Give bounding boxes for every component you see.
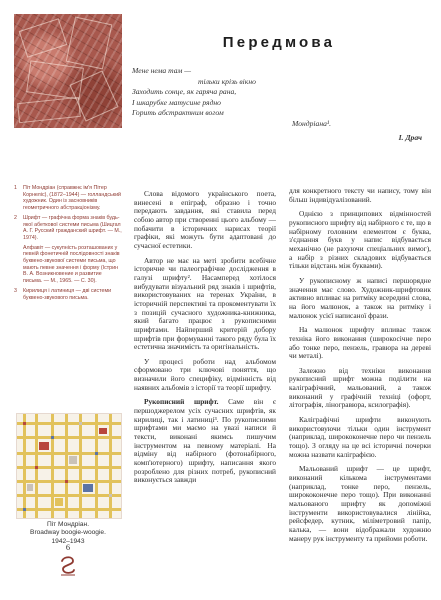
paragraph-text: На малюнок шрифту впливає також техніка його виконання (широкосічне перо або тонке перо, пензель, гравюра на дереві чи металі). (289, 325, 431, 361)
color-block (23, 508, 26, 511)
paragraph (134, 398, 276, 485)
epigraph-line: І шкарубке матусине рядно (132, 97, 221, 107)
grid-line (17, 466, 121, 469)
grid-line (17, 436, 121, 439)
text-column-1 (134, 190, 276, 491)
paragraph-text: У рукописному ж написі першорядне значення має слово. Художник-шрифтовик активно впливає на ритміку всередині слова, на його малюнок, а також на ритміку і малюнок усієї написаної фрази. (289, 275, 431, 320)
color-block (65, 480, 68, 483)
art-fragment (66, 17, 113, 70)
paragraph-text: У процесі роботи над альбомом сформовано три ключові поняття, що визначили його специфіку, відмінність від наявних альбомів з історії та теорії шрифту. (134, 356, 276, 392)
footnote-text: Кирилиця і латиниця — дві системи буквено-звукового письма. (23, 287, 112, 301)
footnote-text: Алфавіт — сукупність розташованих у певній фонетичній послідовності знаків буквено-звукової системи письма, що мають певне значення і форму (Істрин В. А. Возникновение и развитие письма. — М., 1965. — С. 30). (23, 244, 120, 285)
paragraph (134, 190, 276, 251)
painting-svg (17, 414, 121, 518)
paragraph (289, 465, 431, 543)
paragraph-text: Саме він є першоджерелом усіх сучасних шрифтів, як кирилиці, так і латиниці³. По рукописними шрифтами ми маємо на увазі написи й тексти, виконані якимсь пишучим інструментом на певному матеріалі. На відміну від набірного (фотонабірного, комп'ютерного) шрифту, написання якого розроблено для різних потреб, рукописний виконується завжди (134, 397, 276, 485)
paragraph (289, 277, 431, 320)
caption-artist: Піт Мондріан. (46, 521, 90, 528)
publisher-logo-icon (58, 555, 78, 577)
epigraph-line: тільки крізь вікно (198, 76, 256, 86)
footnote-number (14, 245, 23, 285)
paragraph (134, 257, 276, 352)
color-block (79, 422, 82, 425)
art-fragment (17, 97, 81, 123)
epigraph-line: Мондріана¹. (292, 118, 332, 128)
caption-title: Broadway boogie-woogie. (30, 529, 106, 537)
grid-line (17, 422, 121, 425)
color-block (51, 436, 54, 439)
grid-line (51, 414, 54, 518)
paragraph (289, 326, 431, 361)
color-block (95, 452, 98, 455)
page-title: Передмова (222, 34, 336, 51)
color-block (23, 422, 26, 425)
paragraph (289, 416, 431, 459)
paragraph (289, 210, 431, 271)
epigraph (132, 66, 426, 143)
color-block (35, 466, 38, 469)
grid-line (23, 414, 26, 518)
paragraph-text: для конкретного тексту чи напису, тому він більш індивідуалізований. (289, 186, 431, 204)
grid-line (109, 414, 112, 518)
footnote (14, 245, 122, 285)
paragraph-text: Слова відомого українського поета, винесені в епіграф, образно і точно передають завдання, які ставила перед собою автор при створенні цього альбому — побачити в історичних нарисах теорії графіки, які можуть бути адаптовані до сучасної естетики. (134, 189, 276, 250)
color-block (55, 498, 63, 506)
grid-line (95, 414, 98, 518)
paragraph-lead: Рукописний шрифт. (144, 397, 219, 407)
grid-line (17, 452, 121, 455)
grid-line (17, 494, 121, 497)
paragraph-text: Автор не має на меті зробити всебічне історичне чи палеографічне дослідження в галузі шрифту². Насамперед хотілося вибудувати візуальний ряд знаків і шрифтів, використовуваних на теренах України, в історичній перспективі та прокоментувати їх з позицій сучасного художника-книжника, який багато працює з рукописними шрифтами. Найперший критерій добору шрифтів при формуванні такого ряду була їх естетична значимість та оригінальність. (134, 255, 276, 352)
footnote (14, 215, 122, 242)
paragraph (289, 367, 431, 410)
paragraph-text: Однією з принципових відмінностей рукописного шрифту від набірного є те, що в набірному головним елементом є буква, з'єднання букв у напис відбувається механічно (не рахуючи спеціальних вимог), а набір з різних складових відбувається тільки відстань між буквами). (289, 209, 431, 271)
grid-line (17, 508, 121, 511)
grid-line (17, 480, 121, 483)
mondrian-painting (16, 413, 122, 519)
paragraph-text: Залежно від техніки виконання рукописний шрифт можна поділити на каліграфічний, мальований, а також виконаний у графічній техніці (офорт, літографія, ліногравюра, ксилографія). (289, 365, 431, 410)
footnotes (14, 185, 122, 304)
color-block (27, 484, 33, 491)
footnote-number: 2 (14, 214, 17, 221)
paragraph (289, 187, 431, 204)
art-fragment (19, 18, 68, 58)
caption-years: 1942–1943 (51, 537, 85, 545)
footnote-text: Шрифт — графічна форма знаків будь-якої абеткової системи письма (Шицгал А. Г. Русский гражданский шрифт. — М., 1974). (23, 214, 122, 241)
paragraph (134, 358, 276, 393)
footnote-number: 3 (14, 287, 17, 294)
grid-line (65, 414, 68, 518)
grid-line (79, 414, 82, 518)
footnote (14, 288, 122, 301)
color-block (109, 494, 112, 497)
color-block (99, 428, 107, 434)
color-block (39, 442, 49, 450)
paragraph-text: Каліграфічні шрифти виконують використовуючи тільки один інструмент (наприклад, ширококонечне перо чи пензель тощо). З огляду на це всі історичні почерки можна назвати каліграфією. (289, 415, 431, 459)
epigraph-author: І. Драч (398, 132, 422, 142)
footnote-number: 1 (14, 185, 17, 191)
page-number: 6 (65, 543, 71, 552)
epigraph-line: Горить абстрактним вогом (132, 108, 224, 118)
paragraph-text: Мальований шрифт — це шрифт, виконаний кількома інструментами (наприклад, тонке перо, пензель, ширококонечне перо тощо). При виконанні мальованого шрифту як допоміжні інструменти використовувалися лінійка, рейсфедер, кутник, міліметровий папір, калька, — вони відображали художню манеру рук інструменту та прийоми роботи. (289, 464, 431, 543)
cover-artwork (14, 14, 122, 128)
footnote-text: Піт Мондріан (справжнє ім'я Пітер Корнеліс), (1872–1944) — голландський художник. Один із засновників геометричного абстракціонізму. (23, 185, 122, 212)
text-column-2 (289, 187, 431, 549)
footnote (14, 185, 122, 212)
epigraph-line: Мене нема там — (132, 66, 191, 75)
color-block (83, 484, 93, 492)
epigraph-line: Заходить сонце, як гаряча рана, (132, 87, 237, 97)
color-block (69, 456, 77, 464)
